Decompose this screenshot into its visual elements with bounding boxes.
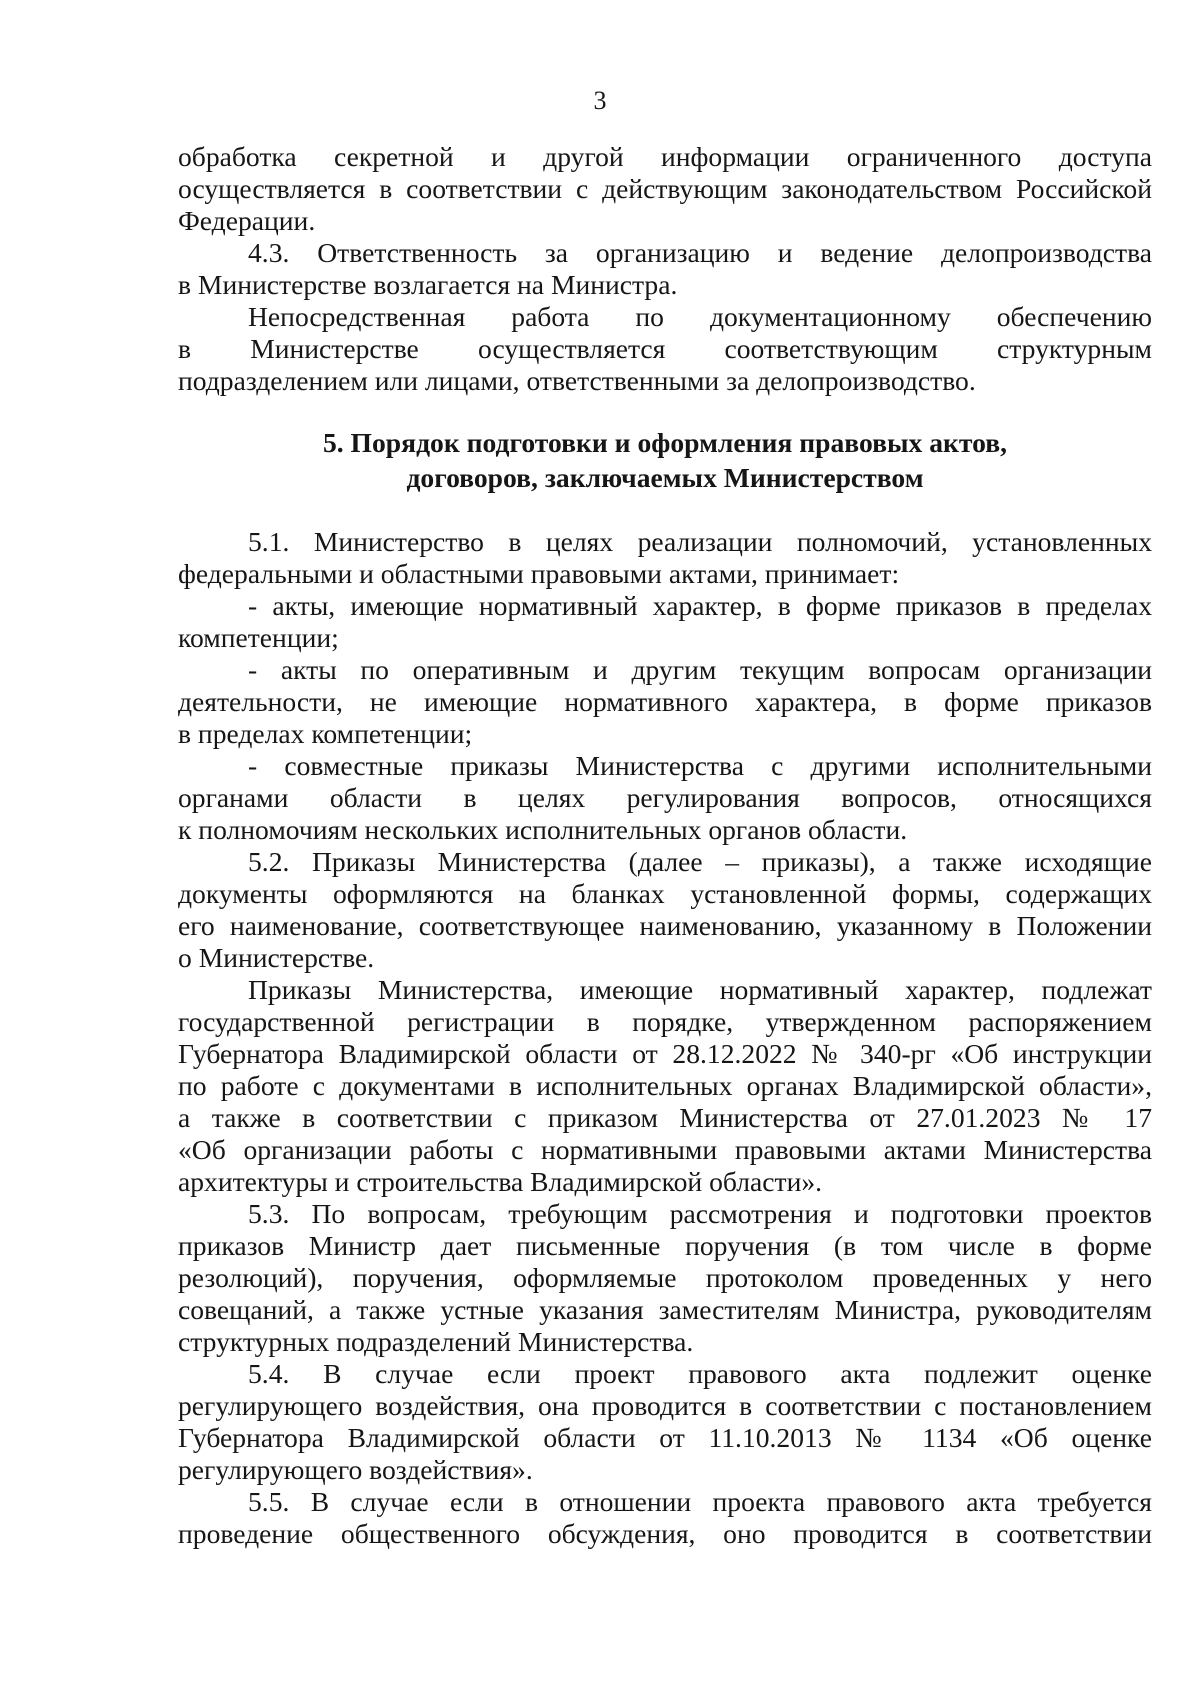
text-line: федеральными и областными правовыми актами, принимает: xyxy=(178,558,900,589)
text-line: компетенции; xyxy=(178,622,339,653)
text-line: Губернатора Владимирской области от 28.12.2022 № 340-рг «Об инструкции xyxy=(178,1038,1152,1069)
paragraph xyxy=(178,1198,1152,1358)
text-line: Приказы Министерства, имеющие нормативный характер, подлежат xyxy=(248,974,1152,1005)
text-line: 5.3. По вопросам, требующим рассмотрения и подготовки проектов xyxy=(248,1198,1152,1229)
section-heading-line-1: 5. Порядок подготовки и оформления правовых актов, xyxy=(322,427,1008,458)
paragraph xyxy=(178,846,1152,974)
text-line: обработка секретной и другой информации ограниченного доступа xyxy=(178,141,1152,172)
paragraph xyxy=(178,141,1152,237)
text-line: - акты по оперативным и другим текущим вопросам организации xyxy=(248,654,1152,685)
text-line: 5.1. Министерство в целях реализации полномочий, установленных xyxy=(248,526,1152,557)
text-line: осуществляется в соответствии с действующим законодательством Российской xyxy=(178,173,1152,204)
text-line: к полномочиям нескольких исполнительных органов области. xyxy=(178,814,908,845)
text-line: 5.2. Приказы Министерства (далее – приказы), а также исходящие xyxy=(248,846,1152,877)
text-line: Губернатора Владимирской области от 11.10.2013 № 1134 «Об оценке xyxy=(178,1422,1152,1453)
document-body xyxy=(178,141,1152,1550)
text-line: документы оформляются на бланках установленной формы, содержащих xyxy=(178,878,1152,909)
text-line: его наименование, соответствующее наименованию, указанному в Положении xyxy=(178,910,1152,941)
paragraph xyxy=(178,1358,1152,1486)
text-line: «Об организации работы с нормативными правовыми актами Министерства xyxy=(178,1134,1152,1165)
text-line: регулирующего воздействия». xyxy=(178,1454,533,1485)
text-line: деятельности, не имеющие нормативного характера, в форме приказов xyxy=(178,686,1152,717)
text-line: а также в соответствии с приказом Министерства от 27.01.2023 № 17 xyxy=(178,1102,1152,1133)
paragraph xyxy=(178,654,1152,750)
paragraph-group-before-heading xyxy=(178,141,1152,397)
text-line: 5.5. В случае если в отношении проекта правового акта требуется xyxy=(248,1486,1152,1517)
text-line: приказов Министр дает письменные поручения (в том числе в форме xyxy=(178,1230,1152,1261)
text-line: подразделением или лицами, ответственными за делопроизводство. xyxy=(178,365,976,396)
text-line: структурных подразделений Министерства. xyxy=(178,1326,694,1357)
section-heading xyxy=(178,425,1152,495)
paragraph xyxy=(178,237,1152,301)
text-line: - акты, имеющие нормативный характер, в форме приказов в пределах xyxy=(248,590,1152,621)
text-line: органами области в целях регулирования вопросов, относящихся xyxy=(178,782,1152,813)
text-line: проведение общественного обсуждения, оно проводится в соответствии xyxy=(178,1518,1152,1549)
paragraph xyxy=(178,750,1152,846)
text-line: в Министерстве возлагается на Министра. xyxy=(178,269,678,300)
paragraph-group-after-heading xyxy=(178,526,1152,1550)
paragraph xyxy=(178,974,1152,1198)
text-line: Непосредственная работа по документационному обеспечению xyxy=(248,301,1152,332)
text-line: о Министерстве. xyxy=(178,942,375,973)
text-line: совещаний, а также устные указания заместителям Министра, руководителям xyxy=(178,1294,1152,1325)
paragraph xyxy=(178,590,1152,654)
paragraph xyxy=(178,1486,1152,1550)
text-line: по работе с документами в исполнительных органах Владимирской области», xyxy=(178,1070,1152,1101)
text-line: в пределах компетенции; xyxy=(178,718,473,749)
text-line: 4.3. Ответственность за организацию и ведение делопроизводства xyxy=(248,237,1152,268)
paragraph xyxy=(178,526,1152,590)
text-line: - совместные приказы Министерства с другими исполнительными xyxy=(248,750,1152,781)
text-line: регулирующего воздействия, она проводится в соответствии с постановлением xyxy=(178,1390,1152,1421)
text-line: 5.4. В случае если проект правового акта подлежит оценке xyxy=(248,1358,1152,1389)
text-line: государственной регистрации в порядке, утвержденном распоряжением xyxy=(178,1006,1152,1037)
page-number: 3 xyxy=(593,86,607,115)
text-line: Федерации. xyxy=(178,205,316,236)
text-line: в Министерстве осуществляется соответствующим структурным xyxy=(178,333,1152,364)
section-heading-line-2: договоров, заключаемых Министерством xyxy=(406,462,924,493)
paragraph xyxy=(178,301,1152,397)
text-line: архитектуры и строительства Владимирской области». xyxy=(178,1166,823,1197)
text-line: резолюций), поручения, оформляемые протоколом проведенных у него xyxy=(178,1262,1152,1293)
